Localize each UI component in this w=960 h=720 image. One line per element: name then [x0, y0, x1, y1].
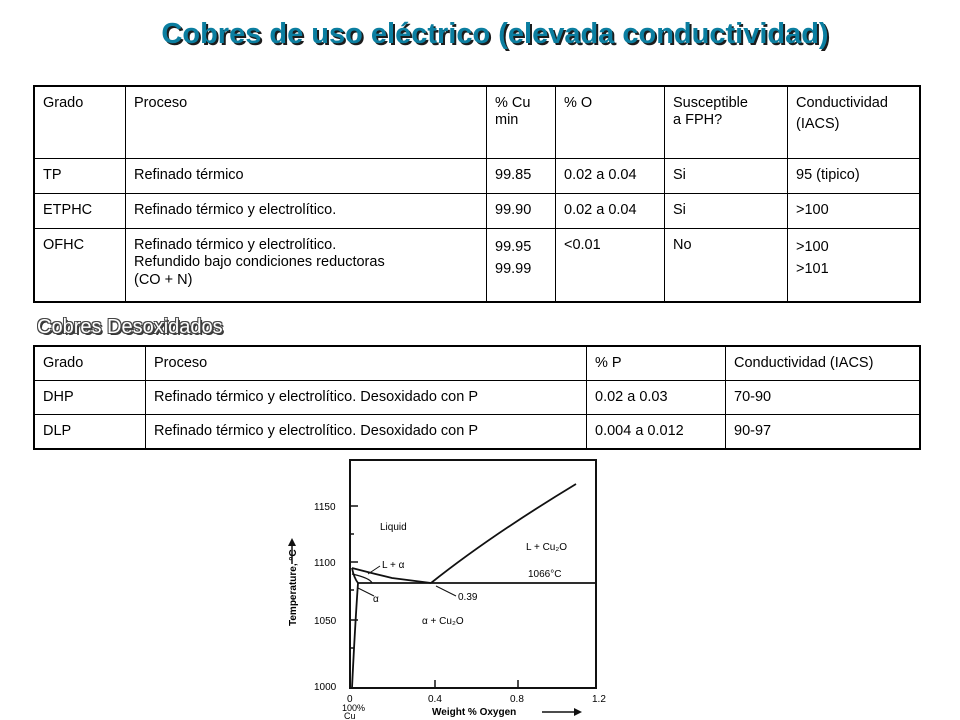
cu-line1: 99.95: [495, 239, 532, 255]
region-l-alpha-label: L + α: [382, 560, 405, 571]
table-header-row: [34, 86, 920, 159]
header-conductividad: [788, 86, 921, 159]
table-row: [34, 194, 920, 229]
cu-line2: 99.99: [495, 260, 532, 277]
cell-proceso: Refinado térmico y electrolítico. Desoxidado con P: [146, 415, 587, 450]
header-grado: Grado: [34, 346, 146, 381]
cell-cond: >100: [788, 194, 921, 229]
x-tick-label: 0.4: [428, 694, 442, 705]
cu-o-phase-diagram: [280, 456, 640, 720]
eutectic-temp-label: 1066°C: [528, 569, 562, 580]
x-tick-label: 0: [347, 694, 353, 705]
header-fph: [665, 86, 788, 159]
y-tick-label: 1000: [314, 682, 337, 693]
page-title: Cobres de uso eléctrico (elevada conductividad): [161, 18, 829, 50]
proceso-line1: Refinado térmico y electrolítico.: [134, 237, 337, 253]
proceso-line3: (CO + N): [134, 271, 193, 288]
cell-proceso: Refinado térmico y electrolítico.: [126, 194, 487, 229]
eutectic-comp-label: 0.39: [458, 592, 478, 603]
proceso-line2: Refundido bajo condiciones reductoras: [134, 254, 385, 271]
cond-line1: >100: [796, 239, 829, 255]
header-p: % P: [587, 346, 726, 381]
header-cond-line1: Conductividad: [796, 95, 888, 111]
y-axis-label: Temperature, °C: [288, 549, 299, 626]
region-liquid-label: Liquid: [380, 522, 407, 533]
region-alpha-cu2o-label: α + Cu₂O: [422, 616, 464, 627]
cell-cond: 95 (tipico): [788, 159, 921, 194]
electrical-copper-table: [33, 85, 921, 303]
cell-cond: 90-97: [726, 415, 921, 450]
x-tick-label: 0.8: [510, 694, 524, 705]
region-l-cu2o-label: L + Cu₂O: [526, 542, 568, 553]
cell-grado: TP: [34, 159, 126, 194]
header-proceso: Proceso: [146, 346, 587, 381]
table-row: [34, 159, 920, 194]
header-cu-min: [487, 86, 556, 159]
header-proceso: Proceso: [126, 86, 487, 159]
header-fph-line1: Susceptible: [673, 95, 748, 111]
alpha-leader: [358, 588, 374, 596]
cell-p: 0.02 a 0.03: [587, 381, 726, 415]
cell-fph: No: [665, 229, 788, 303]
cell-cu: [487, 229, 556, 303]
table-row: [34, 381, 920, 415]
y-axis-arrowhead: [288, 538, 296, 546]
cell-grado: DLP: [34, 415, 146, 450]
x-axis-arrowhead: [574, 708, 582, 716]
region-alpha-label: α: [373, 594, 379, 605]
x-tick-label: 1.2: [592, 694, 606, 705]
section-subtitle: Cobres Desoxidados: [37, 316, 223, 338]
x-tick-marks: [435, 680, 518, 688]
cell-cond: 70-90: [726, 381, 921, 415]
x-origin-label: Cu: [344, 711, 356, 720]
cell-cu: 99.90: [487, 194, 556, 229]
table-row: [34, 415, 920, 450]
cell-fph: Si: [665, 159, 788, 194]
header-conductividad: Conductividad (IACS): [726, 346, 921, 381]
cell-p: 0.004 a 0.012: [587, 415, 726, 450]
cell-grado: DHP: [34, 381, 146, 415]
cell-grado: OFHC: [34, 229, 126, 303]
deoxidized-copper-table: [33, 345, 921, 450]
solidus-curve: [352, 568, 358, 688]
cell-proceso: [126, 229, 487, 303]
cell-o: <0.01: [556, 229, 665, 303]
cell-o: 0.02 a 0.04: [556, 194, 665, 229]
x-axis-label: Weight % Oxygen: [432, 707, 517, 718]
header-cond-line2: (IACS): [796, 116, 840, 133]
header-cu-line2: min: [495, 112, 519, 129]
cell-cu: 99.85: [487, 159, 556, 194]
header-cu-line1: % Cu: [495, 95, 531, 111]
x-origin-label: 100%: [342, 703, 366, 713]
table-row: [34, 229, 920, 303]
cond-line2: >101: [796, 260, 829, 277]
y-tick-label: 1100: [314, 558, 336, 569]
cell-o: 0.02 a 0.04: [556, 159, 665, 194]
header-fph-line2: a FPH?: [673, 112, 723, 129]
y-tick-label: 1150: [314, 502, 336, 513]
header-grado: Grado: [34, 86, 126, 159]
y-tick-label: 1050: [314, 616, 337, 627]
cell-proceso: Refinado térmico: [126, 159, 487, 194]
cell-cond: [788, 229, 921, 303]
cell-grado: ETPHC: [34, 194, 126, 229]
header-o: % O: [556, 86, 665, 159]
cell-proceso: Refinado térmico y electrolítico. Desoxidado con P: [146, 381, 587, 415]
table-header-row: [34, 346, 920, 381]
cell-fph: Si: [665, 194, 788, 229]
eutectic-leader: [436, 586, 456, 596]
